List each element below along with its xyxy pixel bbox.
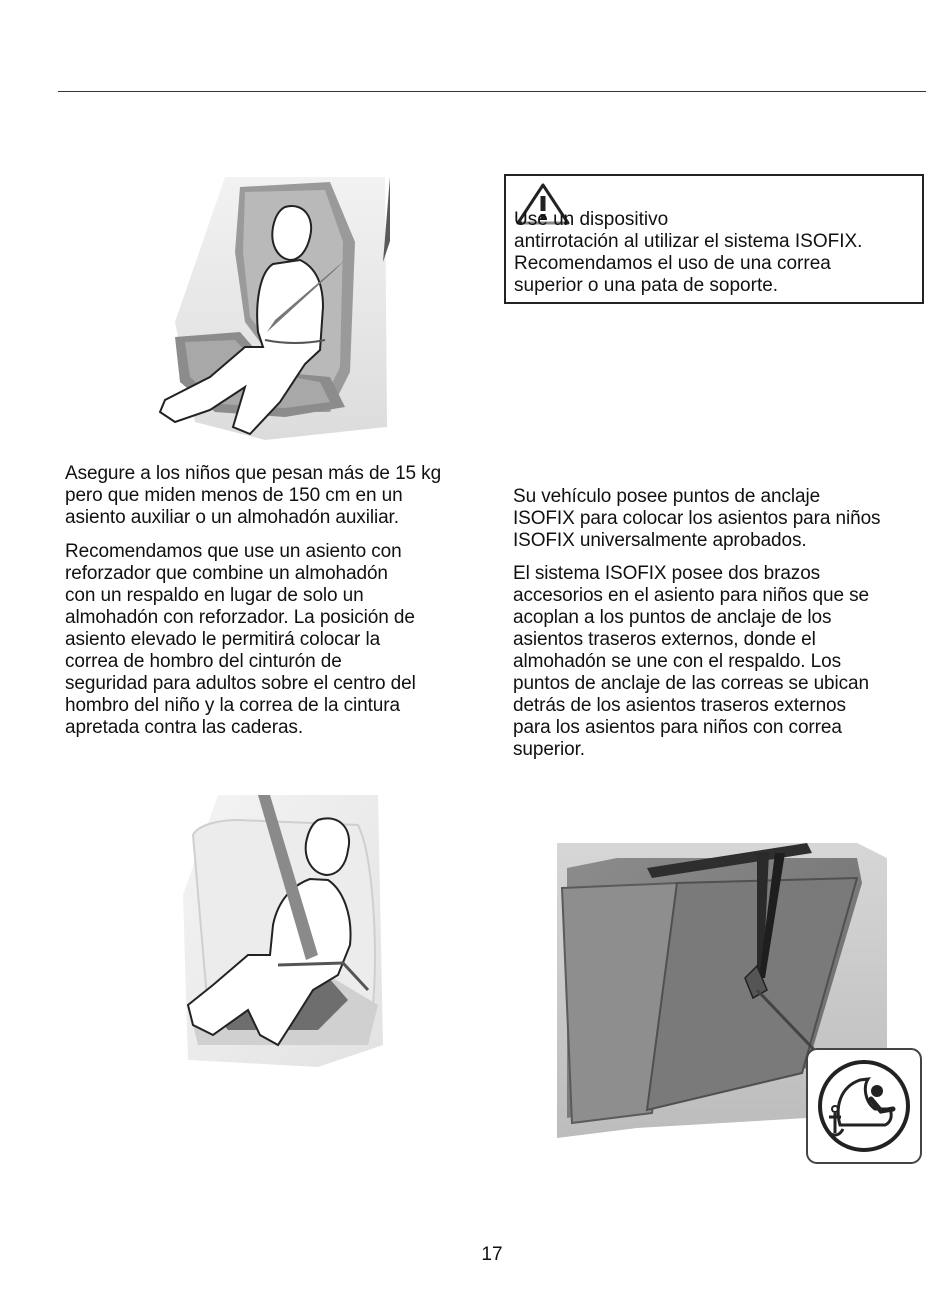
page-number: 17 [481,1244,503,1265]
booster-cushion-illustration [178,795,383,1070]
warning-text: Use un dispositivo antirrotación al utilizar el sistema ISOFIX. Recomendamos el uso de una correa superior o una pata de soporte. [514,209,863,296]
child-seat-anchor-icon [805,1047,923,1165]
paragraph-isofix-anchors: Su vehículo posee puntos de anclaje ISOFIX para colocar los asientos para niños ISOFIX universalmente aprobados. [513,486,881,551]
header-rule [58,91,926,92]
booster-seat-with-backrest-illustration [155,172,390,444]
paragraph-booster-weight: Asegure a los niños que pesan más de 15 kg pero que miden menos de 150 cm en un asiento auxiliar o un almohadón auxiliar. [65,463,442,528]
paragraph-isofix-system: El sistema ISOFIX posee dos brazos accesorios en el asiento para niños que se acoplan a los puntos de anclaje de los asientos traseros externos, donde el almohadón se une con el respaldo. Los puntos de anclaje de las correas se ubican detrás de los asientos traseros externos para los asientos para niños con correa superior. [513,563,869,760]
warning-box [504,174,924,304]
paragraph-booster-recommendation: Recomendamos que use un asiento con reforzador que combine un almohadón con un respaldo en lugar de solo un almohadón con reforzador. La posición de asiento elevado le permitirá colocar la correa de hombro del cinturón de seguridad para adultos sobre el centro del hombro del niño y la correa de la cintura apretada contra las caderas. [65,541,416,738]
